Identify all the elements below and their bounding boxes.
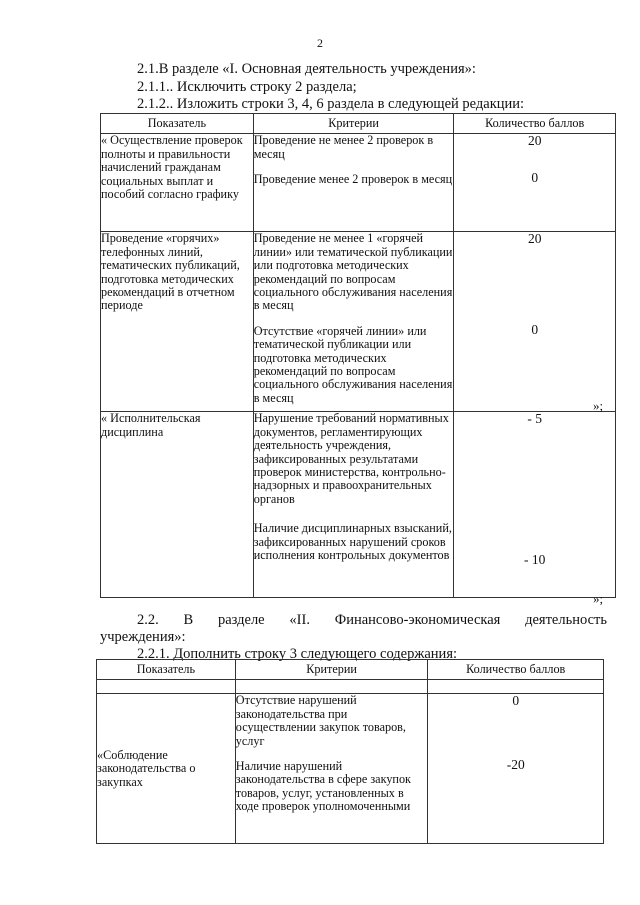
table-header-row <box>101 114 616 134</box>
header-indicator: Показатель <box>97 660 236 680</box>
header-criteria: Критерии <box>253 114 454 134</box>
word: разделе <box>217 612 265 628</box>
criteria-cell <box>253 232 454 412</box>
paragraph-2-2 <box>137 612 607 629</box>
paragraph-2-1-1: 2.1.1.. Исключить строку 2 раздела; <box>137 79 357 95</box>
score-value: -20 <box>506 756 525 772</box>
score-cell <box>454 134 616 232</box>
criterion-text: Наличие нарушений законодательства в сфере закупок товаров, услуг, установленных в ходе проверок уполномоченными <box>235 759 411 814</box>
indicator-cell: « Исполнительская дисциплина <box>101 412 254 598</box>
table-spacer-row <box>97 680 604 694</box>
word: «II. <box>289 612 310 628</box>
criterion-text: Отсутствие нарушений законодательства при осуществлении закупок товаров, услуг <box>235 693 406 748</box>
score-value: - 5 <box>527 411 542 427</box>
score-value: 0 <box>512 693 520 709</box>
criteria-cell <box>235 694 428 844</box>
header-indicator: Показатель <box>101 114 254 134</box>
criterion-text: Наличие дисциплинарных взысканий, зафиксированных нарушений сроков исполнения контрольных документов <box>253 521 452 563</box>
score-cell <box>454 412 616 598</box>
criterion-text: Проведение не менее 1 «горячей линии» или тематической публикации или подготовка методических рекомендаций по вопросам социального обслуживания населения в месяц <box>253 231 453 313</box>
criterion-text: Проведение менее 2 проверок в месяц <box>253 172 453 187</box>
header-score: Количество баллов <box>454 114 616 134</box>
indicator-cell: «Соблюдение законодательства о закупках <box>97 694 236 844</box>
paragraph-2-2-1: 2.2.1. Дополнить строку 3 следующего содержания: <box>137 646 458 662</box>
criterion-text: Нарушение требований нормативных документов, регламентирующих деятельность учреждения, зафиксированных результатами проверок министерства, контрольно-надзорных и правоохранительных органов <box>253 411 449 506</box>
criteria-cell <box>253 134 454 232</box>
score-cell <box>428 694 604 844</box>
score-value: 20 <box>527 231 542 247</box>
page-number: 2 <box>317 36 323 50</box>
score-value: - 10 <box>524 551 546 567</box>
word: Финансово-экономическая <box>334 612 501 628</box>
word: В <box>183 612 194 628</box>
criterion-text: Проведение не менее 2 проверок в месяц <box>253 133 434 161</box>
row-closing-mark: »; <box>593 591 604 606</box>
criteria-cell <box>253 412 454 598</box>
row-closing-mark: »; <box>593 398 604 413</box>
score-value: 0 <box>531 169 539 185</box>
score-cell <box>454 232 616 412</box>
table-header-row <box>97 660 604 680</box>
header-score: Количество баллов <box>428 660 604 680</box>
indicator-cell: Проведение «горячих» телефонных линий, тематических публикаций, подготовка методических рекомендаций в отчетном периоде <box>101 232 254 412</box>
score-value: 0 <box>531 321 539 337</box>
table-indicators-section-1 <box>100 113 616 598</box>
paragraph-2-1-2: 2.1.2.. Изложить строки 3, 4, 6 раздела в следующей редакции: <box>137 96 525 112</box>
indicator-cell: « Осуществление проверок полноты и правильности начислений гражданам социальных выплат и пособий согласно графику <box>101 134 254 232</box>
paragraph-2-2-continued: учреждения»: <box>100 629 186 645</box>
score-value: 20 <box>527 133 542 149</box>
table-procurement <box>96 659 604 844</box>
word: деятельность <box>525 612 607 628</box>
paragraph-2-1: 2.1.В разделе «I. Основная деятельность учреждения»: <box>137 61 476 77</box>
header-criteria: Критерии <box>235 660 428 680</box>
table-row <box>101 134 616 232</box>
criterion-text: Отсутствие «горячей линии» или тематической публикации или подготовка методических рекомендаций по вопросам социального обслуживания населения в месяц <box>253 323 453 405</box>
word: 2.2. <box>137 612 159 628</box>
table-row <box>101 232 616 412</box>
table-row <box>101 412 616 598</box>
table-row <box>97 694 604 844</box>
